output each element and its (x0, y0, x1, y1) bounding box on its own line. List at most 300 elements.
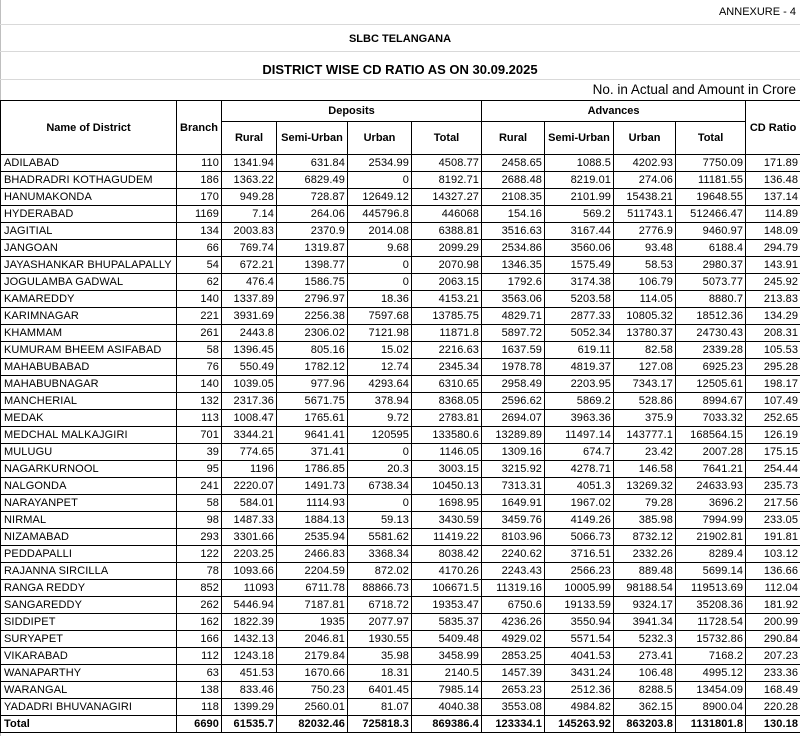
adv-rural-cell: 2958.49 (482, 376, 545, 393)
adv-urban-cell: 7343.17 (614, 376, 676, 393)
adv-total-cell: 4995.12 (676, 665, 746, 682)
dep-urban-cell: 120595 (348, 427, 412, 444)
cd-ratio-cell: 254.44 (746, 461, 800, 478)
dep-urban-cell: 445796.8 (348, 206, 412, 223)
adv-semi-urban-cell: 3431.24 (545, 665, 614, 682)
cd-ratio-cell: 148.09 (746, 223, 800, 240)
adv-semi-urban-cell: 619.11 (545, 342, 614, 359)
dep-urban-cell: 35.98 (348, 648, 412, 665)
dep-semi-urban-cell: 1782.12 (277, 359, 348, 376)
dep-rural-cell: 1196 (222, 461, 277, 478)
dep-total-cell: 133580.6 (412, 427, 482, 444)
branch-count-cell: 6690 (177, 716, 222, 733)
cd-ratio-cell: 103.12 (746, 546, 800, 563)
adv-semi-urban-cell: 3167.44 (545, 223, 614, 240)
dep-rural-cell: 7.14 (222, 206, 277, 223)
cd-ratio-cell: 295.28 (746, 359, 800, 376)
cd-ratio-cell: 191.81 (746, 529, 800, 546)
cd-ratio-cell: 136.48 (746, 172, 800, 189)
dep-urban-cell: 6718.72 (348, 597, 412, 614)
dep-rural-cell: 774.65 (222, 444, 277, 461)
adv-urban-cell: 58.53 (614, 257, 676, 274)
adv-semi-urban-cell: 3716.51 (545, 546, 614, 563)
district-name-cell: HANUMAKONDA (1, 189, 177, 206)
adv-rural-cell: 4829.71 (482, 308, 545, 325)
dep-semi-urban-cell: 631.84 (277, 155, 348, 172)
dep-total-cell: 6388.81 (412, 223, 482, 240)
dep-total-cell: 2345.34 (412, 359, 482, 376)
dep-total-cell: 2140.5 (412, 665, 482, 682)
table-row (1, 699, 800, 716)
cd-ratio-cell: 207.23 (746, 648, 800, 665)
dep-total-cell: 4153.21 (412, 291, 482, 308)
branch-count-cell: 113 (177, 410, 222, 427)
adv-semi-urban-cell: 1575.49 (545, 257, 614, 274)
dep-semi-urban-cell: 2370.9 (277, 223, 348, 240)
cd-ratio-cell: 137.14 (746, 189, 800, 206)
dep-urban-cell: 18.31 (348, 665, 412, 682)
dep-urban-cell: 2077.97 (348, 614, 412, 631)
adv-total-cell: 35208.36 (676, 597, 746, 614)
cd-ratio-cell: 233.36 (746, 665, 800, 682)
adv-rural-cell: 7313.31 (482, 478, 545, 495)
dep-total-cell: 2070.98 (412, 257, 482, 274)
cd-ratio-cell: 252.65 (746, 410, 800, 427)
adv-urban-cell: 4202.93 (614, 155, 676, 172)
adv-total-cell: 3696.2 (676, 495, 746, 512)
dep-semi-urban-cell: 1114.93 (277, 495, 348, 512)
adv-semi-urban-cell: 5203.58 (545, 291, 614, 308)
dep-semi-urban-cell: 6711.78 (277, 580, 348, 597)
district-name-cell: Total (1, 716, 177, 733)
branch-count-cell: 118 (177, 699, 222, 716)
adv-semi-urban-cell: 3174.38 (545, 274, 614, 291)
dep-urban-cell: 4293.64 (348, 376, 412, 393)
adv-semi-urban-cell: 3963.36 (545, 410, 614, 427)
dep-rural-cell: 584.01 (222, 495, 277, 512)
district-name-cell: RAJANNA SIRCILLA (1, 563, 177, 580)
adv-semi-urban-cell: 2512.36 (545, 682, 614, 699)
dep-total-cell: 3458.99 (412, 648, 482, 665)
branch-count-cell: 166 (177, 631, 222, 648)
table-row (1, 563, 800, 580)
adv-rural-cell: 3516.63 (482, 223, 545, 240)
cd-ratio-cell: 220.28 (746, 699, 800, 716)
header-dep-rural: Rural (222, 122, 277, 155)
dep-total-cell: 19353.47 (412, 597, 482, 614)
branch-count-cell: 1169 (177, 206, 222, 223)
dep-rural-cell: 1363.22 (222, 172, 277, 189)
dep-rural-cell: 672.21 (222, 257, 277, 274)
adv-urban-cell: 274.06 (614, 172, 676, 189)
header-dep-semi-urban: Semi-Urban (277, 122, 348, 155)
dep-total-cell: 2783.81 (412, 410, 482, 427)
adv-total-cell: 2980.37 (676, 257, 746, 274)
header-adv-urban: Urban (614, 122, 676, 155)
dep-urban-cell: 0 (348, 172, 412, 189)
adv-semi-urban-cell: 3550.94 (545, 614, 614, 631)
adv-urban-cell: 362.15 (614, 699, 676, 716)
branch-count-cell: 110 (177, 155, 222, 172)
header-dep-total: Total (412, 122, 482, 155)
adv-semi-urban-cell: 4041.53 (545, 648, 614, 665)
adv-total-cell: 8289.4 (676, 546, 746, 563)
adv-total-cell: 9460.97 (676, 223, 746, 240)
dep-rural-cell: 1432.13 (222, 631, 277, 648)
dep-total-cell: 5409.48 (412, 631, 482, 648)
adv-urban-cell: 9324.17 (614, 597, 676, 614)
dep-total-cell: 2216.63 (412, 342, 482, 359)
adv-urban-cell: 2776.9 (614, 223, 676, 240)
adv-total-cell: 7750.09 (676, 155, 746, 172)
adv-semi-urban-cell: 3560.06 (545, 240, 614, 257)
table-row (1, 665, 800, 682)
table-row (1, 529, 800, 546)
dep-semi-urban-cell: 977.96 (277, 376, 348, 393)
adv-rural-cell: 2653.23 (482, 682, 545, 699)
district-name-cell: MEDCHAL MALKAJGIRI (1, 427, 177, 444)
table-row (1, 512, 800, 529)
dep-rural-cell: 451.53 (222, 665, 277, 682)
table-row (1, 393, 800, 410)
adv-rural-cell: 2458.65 (482, 155, 545, 172)
dep-semi-urban-cell: 1765.61 (277, 410, 348, 427)
district-name-cell: BHADRADRI KOTHAGUDEM (1, 172, 177, 189)
dep-urban-cell: 0 (348, 274, 412, 291)
branch-count-cell: 54 (177, 257, 222, 274)
branch-count-cell: 95 (177, 461, 222, 478)
cd-ratio-cell: 290.84 (746, 631, 800, 648)
table-row (1, 155, 800, 172)
adv-total-cell: 2339.28 (676, 342, 746, 359)
dep-urban-cell: 725818.3 (348, 716, 412, 733)
adv-urban-cell: 2332.26 (614, 546, 676, 563)
dep-rural-cell: 2317.36 (222, 393, 277, 410)
table-row (1, 223, 800, 240)
district-name-cell: MULUGU (1, 444, 177, 461)
dep-semi-urban-cell: 2796.97 (277, 291, 348, 308)
title-row (0, 52, 800, 80)
dep-urban-cell: 872.02 (348, 563, 412, 580)
cd-ratio-cell: 198.17 (746, 376, 800, 393)
dep-total-cell: 8192.71 (412, 172, 482, 189)
branch-count-cell: 122 (177, 546, 222, 563)
table-row (1, 342, 800, 359)
cd-ratio-cell: 112.04 (746, 580, 800, 597)
dep-urban-cell: 20.3 (348, 461, 412, 478)
dep-total-cell: 3003.15 (412, 461, 482, 478)
dep-rural-cell: 2220.07 (222, 478, 277, 495)
dep-rural-cell: 3931.69 (222, 308, 277, 325)
dep-total-cell: 446068 (412, 206, 482, 223)
table-row (1, 478, 800, 495)
dep-total-cell: 1698.95 (412, 495, 482, 512)
table-body (1, 155, 800, 733)
adv-urban-cell: 82.58 (614, 342, 676, 359)
cd-ratio-cell: 200.99 (746, 614, 800, 631)
table-row (1, 376, 800, 393)
adv-rural-cell: 6750.6 (482, 597, 545, 614)
dep-urban-cell: 81.07 (348, 699, 412, 716)
dep-total-cell: 5835.37 (412, 614, 482, 631)
district-name-cell: JANGOAN (1, 240, 177, 257)
adv-rural-cell: 2853.25 (482, 648, 545, 665)
dep-semi-urban-cell: 1398.77 (277, 257, 348, 274)
cd-ratio-cell: 105.53 (746, 342, 800, 359)
dep-semi-urban-cell: 5671.75 (277, 393, 348, 410)
dep-semi-urban-cell: 2046.81 (277, 631, 348, 648)
dep-semi-urban-cell: 1586.75 (277, 274, 348, 291)
dep-semi-urban-cell: 2179.84 (277, 648, 348, 665)
dep-urban-cell: 18.36 (348, 291, 412, 308)
adv-semi-urban-cell: 4278.71 (545, 461, 614, 478)
dep-semi-urban-cell: 750.23 (277, 682, 348, 699)
header-adv-total: Total (676, 122, 746, 155)
adv-urban-cell: 8288.5 (614, 682, 676, 699)
header-adv-rural: Rural (482, 122, 545, 155)
header-advances: Advances (482, 101, 746, 122)
adv-rural-cell: 2534.86 (482, 240, 545, 257)
dep-rural-cell: 1487.33 (222, 512, 277, 529)
adv-total-cell: 6925.23 (676, 359, 746, 376)
adv-semi-urban-cell: 4819.37 (545, 359, 614, 376)
branch-count-cell: 63 (177, 665, 222, 682)
table-row (1, 682, 800, 699)
table-row (1, 410, 800, 427)
adv-total-cell: 119513.69 (676, 580, 746, 597)
dep-urban-cell: 7597.68 (348, 308, 412, 325)
dep-semi-urban-cell: 7187.81 (277, 597, 348, 614)
table-row (1, 427, 800, 444)
adv-rural-cell: 154.16 (482, 206, 545, 223)
table-row (1, 291, 800, 308)
dep-total-cell: 869386.4 (412, 716, 482, 733)
branch-count-cell: 162 (177, 614, 222, 631)
dep-semi-urban-cell: 371.41 (277, 444, 348, 461)
dep-rural-cell: 1337.89 (222, 291, 277, 308)
adv-total-cell: 7033.32 (676, 410, 746, 427)
adv-total-cell: 7641.21 (676, 461, 746, 478)
adv-rural-cell: 4929.02 (482, 631, 545, 648)
cd-ratio-cell: 181.92 (746, 597, 800, 614)
table-row (1, 308, 800, 325)
adv-total-cell: 19648.55 (676, 189, 746, 206)
district-name-cell: MAHABUBNAGAR (1, 376, 177, 393)
dep-urban-cell: 9.68 (348, 240, 412, 257)
dep-urban-cell: 15.02 (348, 342, 412, 359)
dep-semi-urban-cell: 1319.87 (277, 240, 348, 257)
adv-total-cell: 5073.77 (676, 274, 746, 291)
dep-urban-cell: 9.72 (348, 410, 412, 427)
adv-total-cell: 512466.47 (676, 206, 746, 223)
branch-count-cell: 221 (177, 308, 222, 325)
dep-total-cell: 13785.75 (412, 308, 482, 325)
district-name-cell: RANGA REDDY (1, 580, 177, 597)
dep-semi-urban-cell: 2560.01 (277, 699, 348, 716)
adv-rural-cell: 5897.72 (482, 325, 545, 342)
dep-rural-cell: 3344.21 (222, 427, 277, 444)
adv-urban-cell: 15438.21 (614, 189, 676, 206)
branch-count-cell: 98 (177, 512, 222, 529)
adv-rural-cell: 123334.1 (482, 716, 545, 733)
dep-rural-cell: 949.28 (222, 189, 277, 206)
adv-urban-cell: 106.79 (614, 274, 676, 291)
branch-count-cell: 66 (177, 240, 222, 257)
district-name-cell: SIDDIPET (1, 614, 177, 631)
adv-rural-cell: 1792.6 (482, 274, 545, 291)
table-row (1, 546, 800, 563)
dep-total-cell: 106671.5 (412, 580, 482, 597)
adv-urban-cell: 79.28 (614, 495, 676, 512)
cd-ratio-cell: 171.89 (746, 155, 800, 172)
adv-urban-cell: 114.05 (614, 291, 676, 308)
branch-count-cell: 262 (177, 597, 222, 614)
district-name-cell: MEDAK (1, 410, 177, 427)
adv-rural-cell: 2596.62 (482, 393, 545, 410)
table-row (1, 614, 800, 631)
district-name-cell: VIKARABAD (1, 648, 177, 665)
branch-count-cell: 701 (177, 427, 222, 444)
adv-urban-cell: 13780.37 (614, 325, 676, 342)
header-dep-urban: Urban (348, 122, 412, 155)
dep-semi-urban-cell: 1786.85 (277, 461, 348, 478)
dep-total-cell: 4170.26 (412, 563, 482, 580)
table-row (1, 240, 800, 257)
adv-urban-cell: 146.58 (614, 461, 676, 478)
dep-rural-cell: 476.4 (222, 274, 277, 291)
adv-urban-cell: 23.42 (614, 444, 676, 461)
district-name-cell: HYDERABAD (1, 206, 177, 223)
dep-total-cell: 11419.22 (412, 529, 482, 546)
dep-semi-urban-cell: 2306.02 (277, 325, 348, 342)
header-district: Name of District (1, 101, 177, 155)
dep-urban-cell: 88866.73 (348, 580, 412, 597)
district-name-cell: JOGULAMBA GADWAL (1, 274, 177, 291)
adv-rural-cell: 3459.76 (482, 512, 545, 529)
dep-semi-urban-cell: 1670.66 (277, 665, 348, 682)
district-name-cell: SURYAPET (1, 631, 177, 648)
cd-ratio-cell: 134.29 (746, 308, 800, 325)
district-name-cell: KARIMNAGAR (1, 308, 177, 325)
dep-urban-cell: 2534.99 (348, 155, 412, 172)
adv-rural-cell: 3215.92 (482, 461, 545, 478)
adv-semi-urban-cell: 4149.26 (545, 512, 614, 529)
branch-count-cell: 112 (177, 648, 222, 665)
branch-count-cell: 170 (177, 189, 222, 206)
table-row (1, 648, 800, 665)
dep-rural-cell: 11093 (222, 580, 277, 597)
dep-semi-urban-cell: 9641.41 (277, 427, 348, 444)
adv-urban-cell: 127.08 (614, 359, 676, 376)
annexure-label: ANNEXURE - 4 (718, 6, 796, 18)
adv-urban-cell: 273.41 (614, 648, 676, 665)
dep-rural-cell: 2203.25 (222, 546, 277, 563)
dep-total-cell: 7985.14 (412, 682, 482, 699)
dep-semi-urban-cell: 264.06 (277, 206, 348, 223)
dep-urban-cell: 0 (348, 444, 412, 461)
adv-rural-cell: 3563.06 (482, 291, 545, 308)
adv-total-cell: 24730.43 (676, 325, 746, 342)
adv-semi-urban-cell: 145263.92 (545, 716, 614, 733)
adv-rural-cell: 1978.78 (482, 359, 545, 376)
cd-ratio-cell: 233.05 (746, 512, 800, 529)
dep-rural-cell: 1039.05 (222, 376, 277, 393)
adv-urban-cell: 98188.54 (614, 580, 676, 597)
district-name-cell: JAGITIAL (1, 223, 177, 240)
adv-semi-urban-cell: 2203.95 (545, 376, 614, 393)
district-name-cell: MANCHERIAL (1, 393, 177, 410)
adv-urban-cell: 93.48 (614, 240, 676, 257)
adv-urban-cell: 8732.12 (614, 529, 676, 546)
total-row (1, 716, 800, 733)
branch-count-cell: 76 (177, 359, 222, 376)
branch-count-cell: 134 (177, 223, 222, 240)
adv-semi-urban-cell: 569.2 (545, 206, 614, 223)
adv-rural-cell: 1457.39 (482, 665, 545, 682)
branch-count-cell: 140 (177, 291, 222, 308)
table-row (1, 495, 800, 512)
dep-urban-cell: 2014.08 (348, 223, 412, 240)
district-name-cell: NAGARKURNOOL (1, 461, 177, 478)
branch-count-cell: 261 (177, 325, 222, 342)
adv-urban-cell: 106.48 (614, 665, 676, 682)
dep-rural-cell: 1399.29 (222, 699, 277, 716)
dep-urban-cell: 378.94 (348, 393, 412, 410)
adv-rural-cell: 1649.91 (482, 495, 545, 512)
adv-semi-urban-cell: 10005.99 (545, 580, 614, 597)
header-branch: Branch (177, 101, 222, 155)
district-name-cell: PEDDAPALLI (1, 546, 177, 563)
table-row (1, 189, 800, 206)
cd-ratio-cell: 175.15 (746, 444, 800, 461)
dep-rural-cell: 5446.94 (222, 597, 277, 614)
branch-count-cell: 39 (177, 444, 222, 461)
branch-count-cell: 132 (177, 393, 222, 410)
district-name-cell: YADADRI BHUVANAGIRI (1, 699, 177, 716)
dep-rural-cell: 769.74 (222, 240, 277, 257)
table-row (1, 580, 800, 597)
cd-ratio-cell: 168.49 (746, 682, 800, 699)
dep-total-cell: 14327.27 (412, 189, 482, 206)
adv-urban-cell: 10805.32 (614, 308, 676, 325)
dep-semi-urban-cell: 6829.49 (277, 172, 348, 189)
branch-count-cell: 62 (177, 274, 222, 291)
dep-semi-urban-cell: 82032.46 (277, 716, 348, 733)
dep-urban-cell: 12.74 (348, 359, 412, 376)
adv-urban-cell: 5232.3 (614, 631, 676, 648)
cd-ratio-cell: 130.18 (746, 716, 800, 733)
adv-rural-cell: 3553.08 (482, 699, 545, 716)
cd-ratio-cell: 107.49 (746, 393, 800, 410)
adv-semi-urban-cell: 5052.34 (545, 325, 614, 342)
header-adv-semi-urban: Semi-Urban (545, 122, 614, 155)
adv-urban-cell: 511743.1 (614, 206, 676, 223)
adv-rural-cell: 2694.07 (482, 410, 545, 427)
adv-total-cell: 11728.54 (676, 614, 746, 631)
dep-urban-cell: 1930.55 (348, 631, 412, 648)
cd-ratio-cell: 294.79 (746, 240, 800, 257)
table-row (1, 631, 800, 648)
cd-ratio-cell: 217.56 (746, 495, 800, 512)
adv-urban-cell: 3941.34 (614, 614, 676, 631)
adv-total-cell: 15732.86 (676, 631, 746, 648)
header-deposits: Deposits (222, 101, 482, 122)
district-name-cell: KUMURAM BHEEM ASIFABAD (1, 342, 177, 359)
adv-rural-cell: 8103.96 (482, 529, 545, 546)
branch-count-cell: 186 (177, 172, 222, 189)
adv-urban-cell: 13269.32 (614, 478, 676, 495)
cd-ratio-cell: 213.83 (746, 291, 800, 308)
